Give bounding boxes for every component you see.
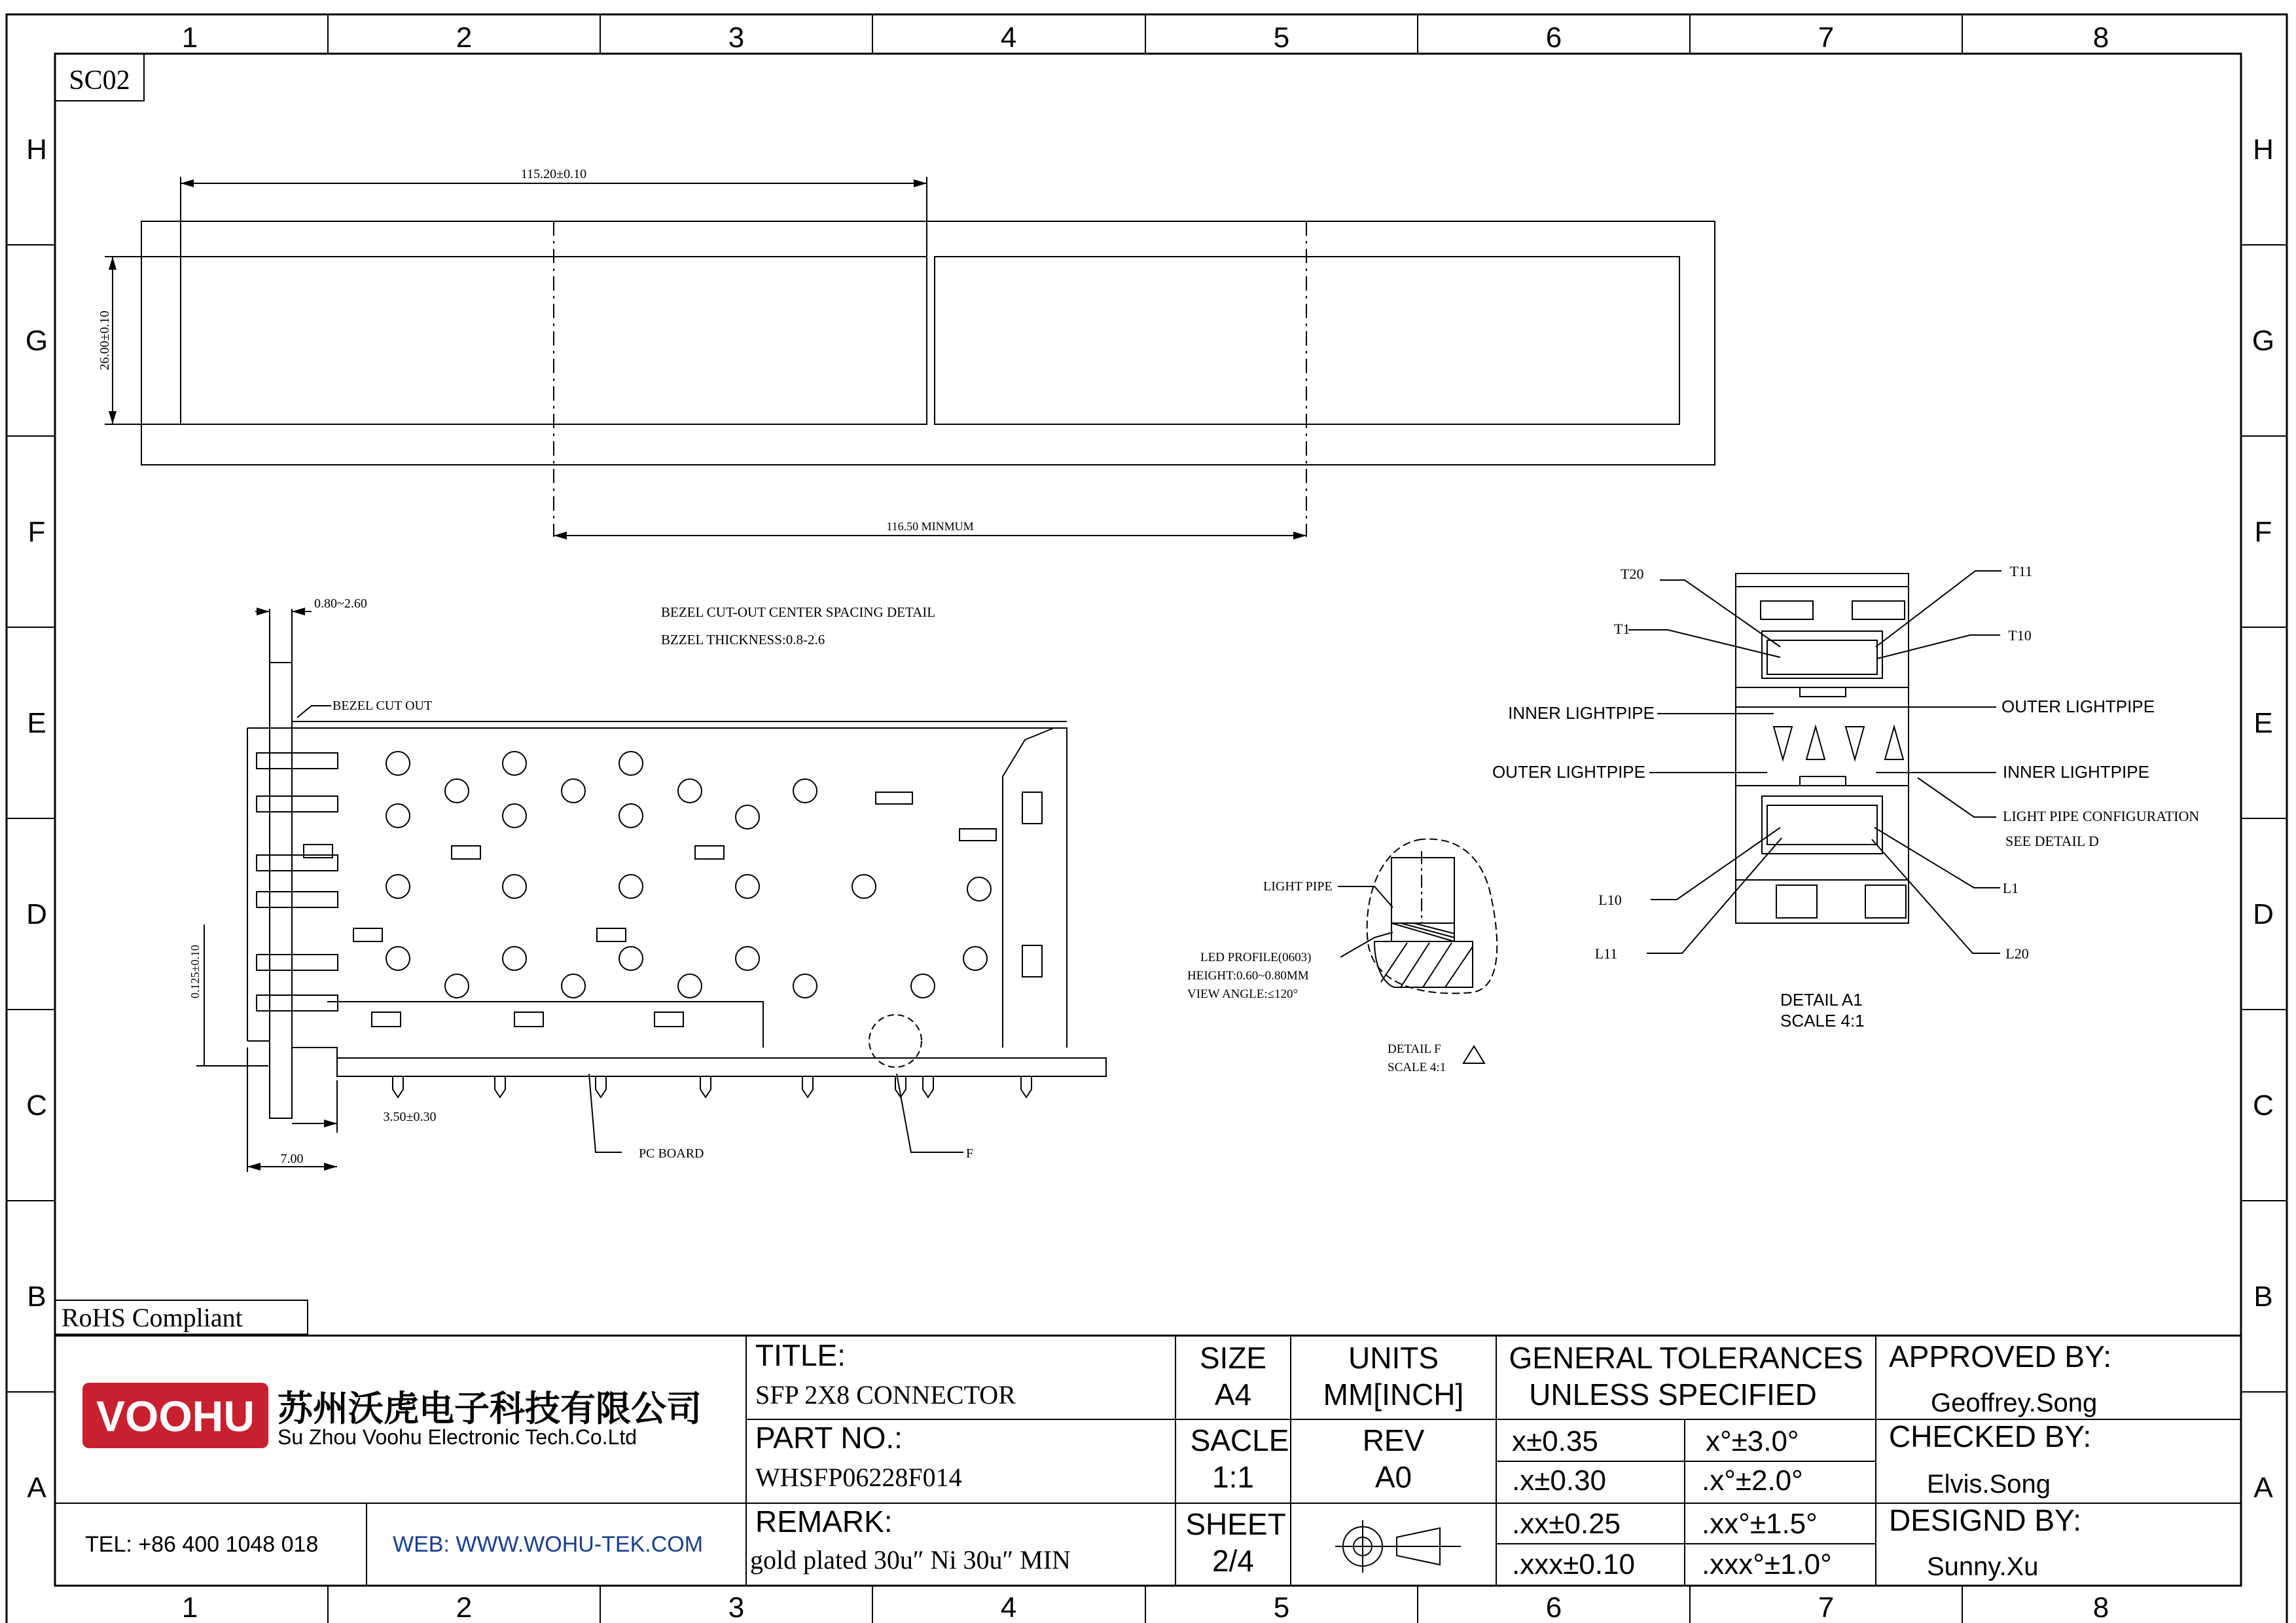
approved-label: APPROVED BY: [1889,1340,2112,1374]
scale-value: 1:1 [1212,1460,1254,1494]
tol-angle-1: .x°±2.0° [1702,1465,1803,1497]
detail-a1-title: DETAIL A1 [1780,990,1863,1010]
designed-label: DESIGND BY: [1889,1503,2081,1537]
company-name-en: Su Zhou Voohu Electronic Tech.Co.Ltd [278,1425,637,1449]
pin-t11-label: T11 [2009,563,2033,579]
zone-row-left: F [27,516,46,548]
zone-col-bottom: 7 [1818,1592,1835,1623]
title-value: SFP 2X8 CONNECTOR [755,1380,1016,1410]
zone-col-top: 6 [1545,22,1562,54]
side-note-line1: BEZEL CUT-OUT CENTER SPACING DETAIL [661,604,936,620]
outer-lightpipe-right-label: OUTER LIGHTPIPE [2001,697,2155,716]
zone-row-left: H [26,134,47,166]
zone-row-left: G [25,325,48,357]
approved-value: Geoffrey.Song [1931,1389,2098,1417]
pin-l20-label: L20 [2005,945,2029,962]
detail-f-ref: F [966,1146,974,1161]
led-angle-label: VIEW ANGLE:≤120° [1187,987,1299,1001]
sheet-value: 2/4 [1212,1544,1254,1578]
designed-value: Sunny.Xu [1927,1552,2039,1581]
zone-row-right: E [2253,707,2273,739]
zone-col-bottom: 3 [728,1592,745,1623]
pin-t10-label: T10 [2008,627,2032,644]
scale-label: SACLE [1190,1423,1289,1457]
remark-label: REMARK: [755,1504,893,1539]
tolerances-subtitle: UNLESS SPECIFIED [1529,1377,1817,1412]
dim-height-label: 26.00±0.10 [98,310,112,371]
zone-row-left: B [27,1281,46,1313]
zone-col-top: 7 [1818,22,1835,54]
zone-dividers [7,14,2287,1623]
sheet-id: SC02 [69,65,130,96]
sheet-label: SHEET [1185,1507,1286,1541]
checked-value: Elvis.Song [1927,1470,2051,1499]
zone-col-bottom: 2 [456,1592,473,1623]
remark-value: gold plated 30u″ Ni 30u″ MIN [750,1545,1071,1575]
light-pipe-label: LIGHT PIPE [1263,879,1333,894]
zone-row-right: F [2254,516,2272,548]
pin-l11-label: L11 [1594,945,1618,962]
web-label: WEB: WWW.WOHU-TEK.COM [393,1532,704,1557]
logo-text: VOOHU [96,1392,255,1440]
inner-lightpipe-left-label: INNER LIGHTPIPE [1508,703,1655,723]
drawing-frame [7,14,2287,1623]
part-number-value: WHSFP06228F014 [755,1463,962,1492]
led-height-label: HEIGHT:0.60~0.80MM [1187,969,1309,983]
outer-lightpipe-left-label: OUTER LIGHTPIPE [1492,762,1645,782]
tol-linear-2: .xx±0.25 [1512,1508,1621,1540]
tol-angle-3: .xxx°±1.0° [1702,1548,1832,1580]
zone-col-top: 3 [728,22,745,54]
part-label: PART NO.: [755,1421,903,1455]
voohu-logo [82,1383,268,1448]
units-label: UNITS [1348,1341,1439,1375]
side-view-drawing [196,609,1106,1172]
dim-offset-label: 0.125±0.10 [188,945,202,998]
bezel-cutout-top-view [105,177,1715,537]
dim-700-label: 7.00 [280,1152,304,1166]
detail-f-title: DETAIL F [1388,1042,1441,1056]
pin-t1-label: T1 [1614,621,1630,637]
tol-linear-1: .x±0.30 [1512,1465,1607,1497]
tol-angle-0: x°±3.0° [1706,1425,1799,1457]
zone-col-top: 1 [181,22,198,54]
dim-spacing-label: 116.50 MINMUM [886,520,974,533]
inner-lightpipe-right-label: INNER LIGHTPIPE [2003,762,2149,782]
zone-col-top: 2 [456,22,473,54]
detail-f-scale: SCALE 4:1 [1388,1061,1446,1074]
rohs-box [55,1300,308,1334]
zone-col-bottom: 1 [181,1592,198,1623]
rev-label: REV [1362,1423,1425,1457]
tol-linear-3: .xxx±0.10 [1512,1548,1636,1580]
rohs-label: RoHS Compliant [62,1303,243,1332]
zone-labels [26,22,2274,1623]
bezel-cutout-label: BEZEL CUT OUT [332,699,433,713]
zone-row-right: D [2253,898,2274,930]
zone-col-bottom: 4 [1000,1592,1017,1623]
dim-width-label: 115.20±0.10 [520,167,587,181]
tolerances-title: GENERAL TOLERANCES [1509,1341,1863,1375]
company-name-cn: 苏州沃虎电子科技有限公司 [278,1388,702,1429]
pin-l10-label: L10 [1598,892,1622,908]
title-label: TITLE: [755,1338,846,1372]
zone-row-right: C [2253,1089,2274,1122]
tel-label: TEL: +86 400 1048 018 [85,1532,319,1557]
zone-row-left: A [27,1472,46,1504]
checked-label: CHECKED BY: [1889,1419,2092,1453]
zone-row-right: A [2253,1472,2273,1504]
side-note-line2: BZZEL THICKNESS:0.8-2.6 [661,632,825,647]
zone-col-bottom: 8 [2092,1592,2109,1623]
detail-a1-drawing [1628,571,2001,953]
led-profile-label: LED PROFILE(0603) [1200,951,1312,964]
config-label-line1: LIGHT PIPE CONFIGURATION [2003,808,2200,824]
zone-row-right: B [2253,1281,2273,1313]
sheet-id-box [55,54,144,101]
detail-f-drawing [1338,839,1497,1063]
pc-board-label: PC BOARD [639,1146,704,1161]
zone-col-bottom: 6 [1545,1592,1562,1623]
zone-col-top: 8 [2092,22,2109,54]
pin-l1-label: L1 [2002,880,2019,896]
dim-bezel-label: 0.80~2.60 [314,596,367,611]
tol-linear-0: x±0.35 [1512,1425,1598,1457]
size-label: SIZE [1199,1341,1267,1375]
zone-row-left: C [26,1089,47,1122]
pin-t20-label: T20 [1621,566,1644,582]
zone-col-top: 5 [1273,22,1290,54]
projection-symbol-icon [1335,1520,1461,1573]
size-value: A4 [1214,1377,1252,1412]
zone-row-right: G [2251,325,2275,357]
config-label-line2: SEE DETAIL D [2005,833,2099,849]
zone-col-bottom: 5 [1273,1592,1290,1623]
zone-row-left: E [27,707,46,739]
zone-row-left: D [26,898,47,930]
dim-350-label: 3.50±0.30 [383,1110,437,1124]
units-value: MM[INCH] [1323,1377,1464,1412]
rev-value: A0 [1374,1460,1412,1494]
zone-row-right: H [2253,134,2274,166]
tol-angle-2: .xx°±1.5° [1702,1508,1818,1540]
zone-col-top: 4 [1000,22,1017,54]
detail-a1-scale: SCALE 4:1 [1780,1011,1865,1030]
